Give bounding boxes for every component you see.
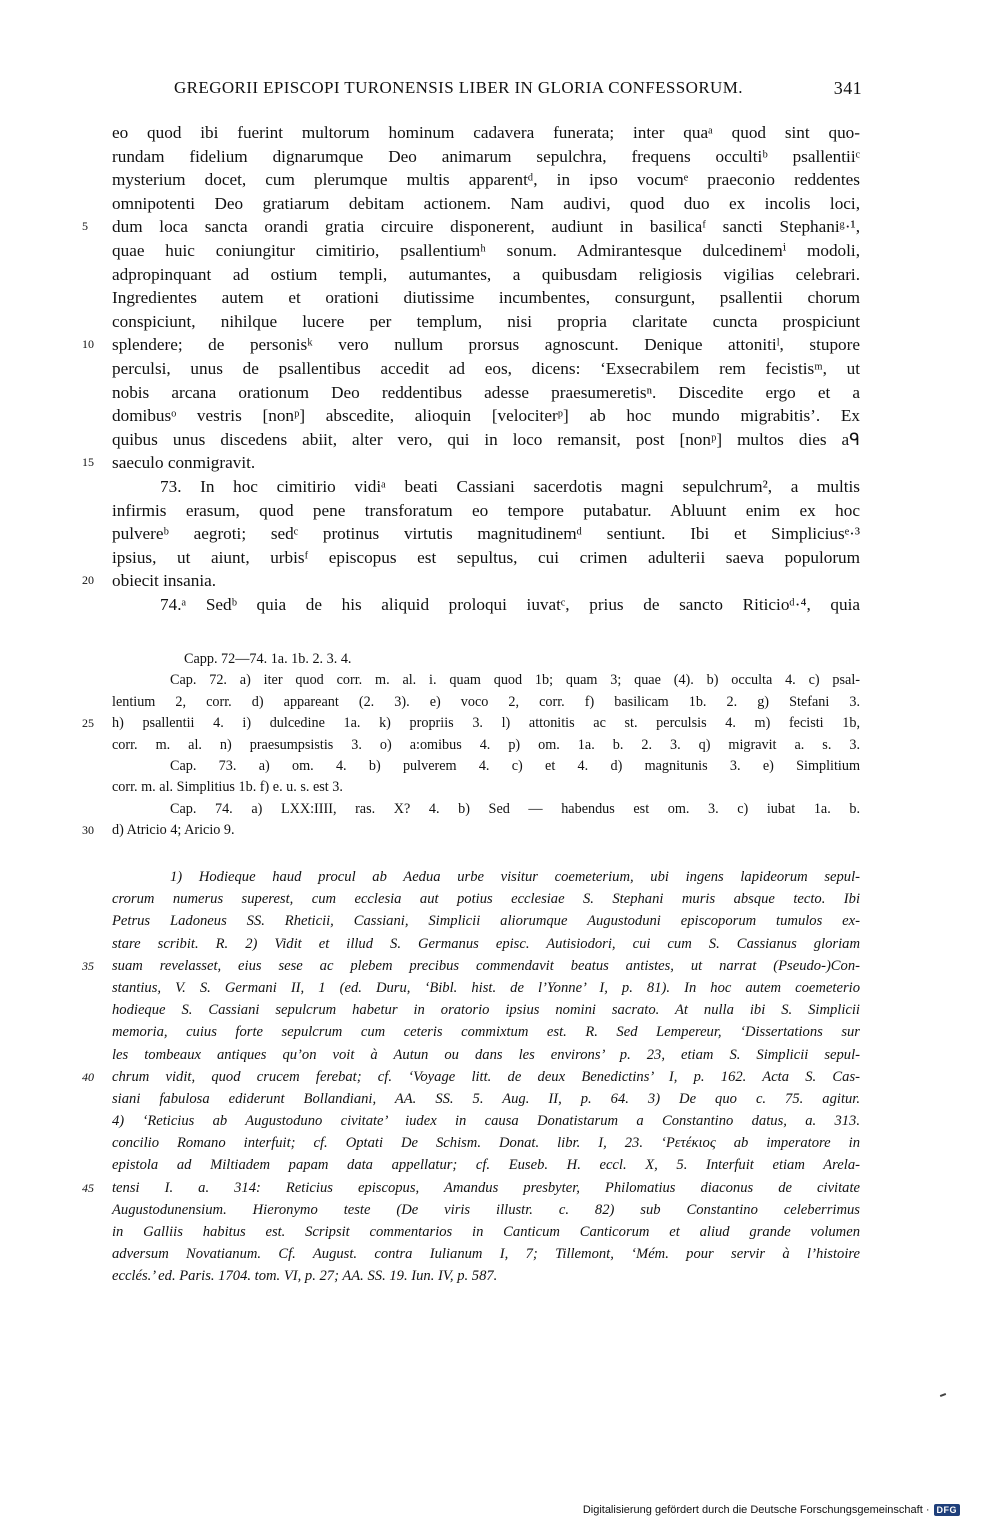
footnote-text: suam revelasset, eius sese ac plebem precibus commendavit beatus antistes, ut narrat (Pseudo-)Con- [112,957,860,974]
apparatus-text: Cap. 72. a) iter quod corr. m. al. i. quam quod 1b; quam 3; quae (4). b) occulta 4. c) psal- [170,672,860,689]
footnote-line [82,1177,860,1199]
main-text-line [112,121,860,145]
apparatus-line [112,756,860,777]
footnote-line [112,1221,860,1243]
critical-apparatus [82,649,860,842]
line-number: 35 [82,958,94,973]
footnote-line [112,999,860,1021]
apparatus-line [112,692,860,713]
main-text-text: pulvereᵇ aegroti; sedᶜ protinus virtutis magnitudinemᵈ sentiunt. Ibi et Simpliciusᵉ·³ [112,524,860,544]
footnote-line [112,1265,860,1287]
main-text-text: quae huic coniungitur cimitirio, psallentiumʰ sonum. Admirantesque dulcedinemⁱ modoli, [112,240,860,260]
main-text-line [112,546,860,570]
footnote-line [112,933,860,955]
footnote-line [112,1199,860,1221]
main-text-text: nobis arcana orationum Deo reddentibus adesse praesumeretisⁿ. Discedite ergo et a [112,382,860,402]
funding-footer [583,1504,960,1516]
main-text-text: Ingredientes autem et orationi diutissime incumbentes, consurgunt, psallentii chorum [112,288,860,308]
line-number: 20 [82,573,94,588]
main-text-text: infirmis erasum, quod pene transforatum eo tempore putabatur. Abluunt enim ex hoc [112,500,860,520]
ink-mark [940,1393,946,1397]
footnote-line [112,1088,860,1110]
apparatus-line [82,713,860,734]
apparatus-text: lentium 2, corr. d) appareant (2. 3). e) voco 2, corr. f) basilicam 1b. 2. g) Stefani 3. [112,693,860,710]
footnote-text: chrum vidit, quod crucem ferebat; cf. ‘Voyage litt. de deux Benedictins’ I, p. 162. Acta S. Cas- [112,1068,860,1085]
line-number: 30 [82,823,94,838]
main-text-text: saeculo conmigravit. [112,453,256,473]
footnote-line [112,1132,860,1154]
main-text-line [112,286,860,310]
footnote-line [112,1044,860,1066]
main-text-line [112,263,860,287]
footnote-text: stare scribit. R. 2) Vidit et illud S. Germanus episc. Autisiodori, cui cum S. Cassianus gloriam [112,935,860,952]
apparatus-text: d) Atricio 4; Aricio 9. [112,822,235,839]
main-text-text: conspiciunt, nihilque lucere per templum, nisi propria claritate cuncta prospiciunt [112,311,860,331]
main-text-text: perculsi, unus de psallentibus accedit ad eos, dicens: ‘Exsecrabilem rem fecistisᵐ, ut [112,358,860,378]
footnote-line [112,1110,860,1132]
main-text-text: rundam fidelium dignarumque Deo animarum sepulchra, frequens occultiᵇ psallentiiᶜ [112,146,860,166]
main-text-text: adpropinquant ad ostium templi, autumantes, a quibusdam religiosis vigilias celebrari. [112,264,860,284]
footnote-text: Augustodunensium. Hieronymo teste (De viris illustr. c. 82) sub Constantino celeberrimus [112,1201,860,1218]
apparatus-line [112,670,860,691]
footnote-text: concilio Romano interfuit; cf. Optati De Schism. Donat. libr. I, 23. ‘Ρετέκιος ab imperatore in [112,1135,860,1152]
main-text-text: quibus unus discedens abiit, alter vero, qui in loco remansit, post [nonᵖ] multos dies aᑫ [112,429,860,449]
line-number: 40 [82,1069,94,1084]
main-text-text: domibusᵒ vestris [nonᵖ] abscedite, alioquin [velociterᵖ] ab hoc mundo migrabitis’. Ex [112,406,860,426]
footnote-line [82,955,860,977]
footnote-text: crorum numerus superest, cum ecclesia aut potius ecclesiae S. Stephani muris absque tecto. Ibi [112,891,860,908]
footnote-text: 1) Hodieque haud procul ab Aedua urbe visitur coemeterium, ubi ingens lapideorum sepul- [170,869,860,885]
footnote-text: ecclés.’ ed. Paris. 1704. tom. VI, p. 27; AA. SS. 19. Iun. IV, p. 587. [112,1268,498,1285]
main-text-text: 73. In hoc cimitirio vidiᵃ beati Cassiani sacerdotis magni sepulchrum², a multis [160,476,860,496]
footnotes [82,866,860,1288]
main-text-line [112,145,860,169]
footnote-text: Petrus Ladoneus SS. Rheticii, Cassiani, Simplicii aliorumque Augustoduni episcoporum tumulos ex- [112,913,860,930]
footnote-line [112,977,860,999]
main-text-line [112,357,860,381]
main-text-line [82,569,860,593]
apparatus-line [112,735,860,756]
apparatus-line [112,799,860,820]
main-text-line [112,404,860,428]
main-text-text: dum loca sancta orandi gratia circuire disponerent, audiunt in basilicaᶠ sancti Stephaniᵍ·¹, [112,217,860,237]
footnote-text: stantius, V. S. Germani II, 1 (ed. Duru, ‘Bibl. hist. de l’Yonne’ I, p. 81). In hoc autem coemeterio [112,979,860,996]
main-text-text: obiecit insania. [112,571,217,591]
line-number: 15 [82,455,94,470]
apparatus-text: Capp. 72—74. 1a. 1b. 2. 3. 4. [184,651,352,667]
line-number: 25 [82,716,94,731]
main-text-line [112,381,860,405]
main-text-line [82,333,860,357]
funding-text: Digitalisierung gefördert durch die Deutsche Forschungsgemeinschaft · [582,1504,930,1516]
footnote-text: 4) ‘Reticius ab Augustoduno civitate’ iudex in causa Donatistarum a Constantino datus, a. 313. [112,1113,860,1130]
running-header [112,74,862,104]
footnote-text: epistola ad Miltiadem papam data appellatur; cf. Euseb. H. eccl. X, 5. Interfuit etiam Arela- [112,1157,860,1174]
footnote-line [112,910,860,932]
line-number: 5 [82,219,88,234]
main-text-text: mysterium docet, cum plerumque multis apparentᵈ, in ipso vocumᵉ praeconio reddentes [112,170,860,190]
main-text-line [112,475,860,499]
running-title: GREGORII EPISCOPI TURONENSIS LIBER IN GLORIA CONFESSORUM. [174,78,743,97]
main-text-line [112,239,860,263]
main-text [82,121,860,616]
footnote-text: siani fabulosa ediderunt Bollandiani, AA. SS. 5. Aug. II, p. 64. 3) De quo c. 75. agitur. [112,1090,860,1107]
footnote-line [112,1154,860,1176]
footnote-line [112,866,860,888]
main-text-line [112,522,860,546]
main-text-text: ipsius, ut aiunt, urbisᶠ episcopus est sepultus, cui crimen adulterii saeva populorum [112,547,860,567]
footnote-text: tensi I. a. 314: Reticius episcopus, Amandus presbyter, Philomatius diaconus de civitate [112,1179,860,1196]
main-text-line [82,215,860,239]
footnote-line [112,1021,860,1043]
main-text-text: omnipotenti Deo gratiarum debitam actionem. Nam audivi, quod duo ex incolis loci, [112,193,860,213]
footnote-text: adversum Novatianum. Cf. August. contra Iulianum I, 7; Tillemont, ‘Mém. pour servir à l’histoire [112,1246,860,1263]
apparatus-text: Cap. 73. a) om. 4. b) pulverem 4. c) et 4. d) magnitunis 3. e) Simplitium [170,757,860,774]
main-text-line [82,451,860,475]
dfg-logo: DFG [934,1504,961,1516]
footnote-line [82,1066,860,1088]
page-number: 341 [833,78,862,98]
apparatus-line [112,777,860,798]
footnote-text: in Galliis habitus est. Scripsit commentarios in Canticum Canticorum et aliud grande volumen [112,1224,860,1240]
main-text-line [112,168,860,192]
main-text-text: 74.ᵃ Sedᵇ quia de his aliquid proloqui iuvatᶜ, prius de sancto Riticioᵈ·⁴, quia [160,594,860,614]
apparatus-text: corr. m. al. n) praesumpsistis 3. o) a:omibus 4. p) om. 1a. b. 2. 3. q) migravit a. s. 3. [112,736,860,753]
apparatus-text: corr. m. al. Simplitius 1b. f) e. u. s. est 3. [112,779,343,796]
footnote-text: memoria, cuius forte sepulcrum cum ceteris commixtum est. R. Sed Lempereur, ‘Dissertations sur [112,1024,860,1041]
main-text-line [112,499,860,523]
main-text-line [112,593,860,617]
apparatus-text: h) psallentii 4. i) dulcedine 1a. k) propriis 3. l) attonitis ac st. perculsis 4. m) fecisti 1b, [112,715,860,732]
line-number: 45 [82,1180,94,1195]
footnote-text: hodieque S. Cassiani sepulcrum habetur in oratorio ipsius nomini sacrato. At nulla ibi S. Simplicii [112,1002,860,1019]
main-text-text: splendere; de personisᵏ vero nullum prorsus agnoscunt. Denique attonitiˡ, stupore [112,335,860,355]
apparatus-line [112,649,860,670]
line-number: 10 [82,337,94,352]
main-text-line [112,310,860,334]
footnote-line [112,888,860,910]
main-text-text: eo quod ibi fuerint multorum hominum cadavera funerata; inter quaᵃ quod sint quo- [112,123,860,142]
apparatus-text: Cap. 74. a) LXX:IIII, ras. X? 4. b) Sed — habendus est om. 3. c) iubat 1a. b. [170,800,860,817]
apparatus-line [82,820,860,841]
main-text-line [112,192,860,216]
main-text-line [112,428,860,452]
footnote-line [112,1243,860,1265]
footnote-text: les tombeaux antiques qu’on voit à Autun ou dans les environs’ p. 23, etiam S. Simplicii sepul- [112,1046,860,1063]
